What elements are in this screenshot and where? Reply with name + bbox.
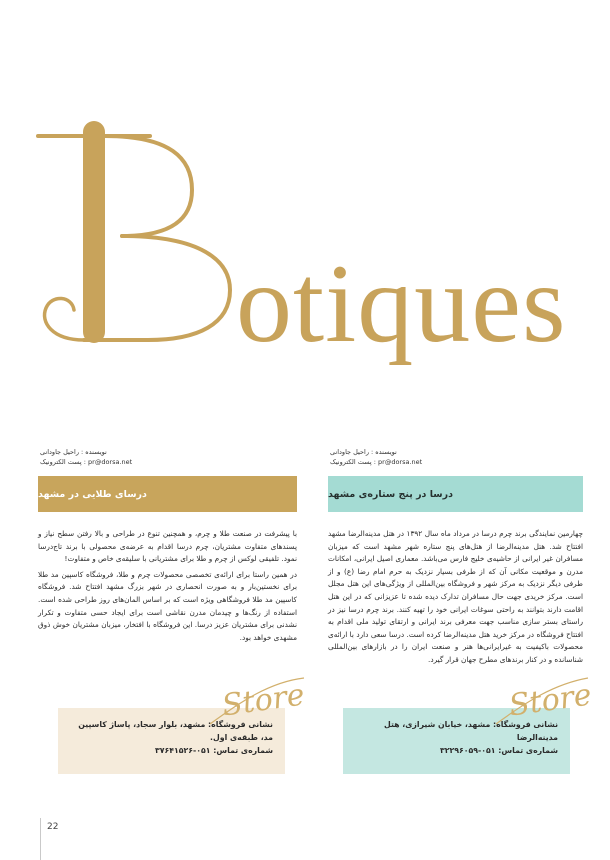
page-number: 22: [47, 822, 59, 832]
store-swash-ornament: [200, 672, 310, 732]
store-swash-ornament: [488, 672, 598, 732]
store-phone: شماره‌ی تماس: ۰۵۱-۳۷۶۴۱۵۲۶: [154, 746, 273, 755]
page-number-divider: [40, 818, 41, 860]
section-title-bar-left: [38, 476, 297, 512]
initial-letter-text: B: [30, 118, 31, 119]
section-title-bar-right: [328, 476, 583, 512]
author-email: pr@dorsa.net : پست الکترونیک: [330, 458, 423, 466]
section-title: درسای طلایی در مشهد: [38, 488, 147, 500]
paragraph: چهارمین نمایندگی برند چرم درسا در مرداد ماه سال ۱۳۹۲ در هتل مدینه‌الرضا مشهد افتتاح شد. هتل مدینه‌الرضا از هتل‌های پنج ستاره شهر مشهد است که میزبان مسافران غیر ایرانی از حاشیه‌ی خلیج فارس می‌باشد. معماری اصیل ایرانی، امکانات مدرن و موقعیت مکانی آن که از طرفی بسیار نزدیک به حرم امام رضا (ع) و از طرفی دیگر نزدیک به مرکز شهر و فروشگاه بین‌المللی از ویژگی‌های این هتل مجلل است. مرکز خریدی جهت حال مسافران تدارک دیده شده تا عزیزانی که در این هتل اقامت دارند بتوانند به راحتی سوغات ایرانی خود را تهیه کنند. برند چرم درسا نیز در راستای بستر سازی مناسب جهت معرفی برند ایرانی و ارتقای تولید ملی اقدام به افتتاح فروشگاه در مرکز خرید هتل مدینه‌الرضا کرده است. درسا سعی دارد با ارائه‌ی محصولات باکیفیت به غیرایرانی‌ها هنر و صنعت ایران را در بازارهای بین‌المللی شناسانده و در کنار برندهای مطرح جهان قرار گیرد.: [328, 529, 583, 664]
store-script-label: Store: [219, 677, 307, 724]
store-address: نشانی فروشگاه: مشهد، بلوار سجاد، پاساژ کاسپین مد، طبقه‌ی اول.: [78, 720, 273, 742]
paragraph: با پیشرفت در صنعت طلا و چرم، و همچنین تنوع در طراحی و بالا رفتن سطح نیاز و پسندهای متفاوت مشتریان، چرم درسا اقدام به عرضه‌ی محصولی با برند تاج‌درسا نمود. تلفیقی لوکس از چرم و طلا برای مشتریانی با سلیقه‌ی خاص و متفاوت!: [38, 529, 297, 564]
author-name: نویسنده : راحیل جاودانی: [330, 448, 397, 456]
paragraph: در همین راستا برای ارائه‌ی تخصصی محصولات چرم و طلا، فروشگاه کاسپین مد طلا برای نخستین‌بار و به صورت انحصاری در شهر بزرگ مشهد افتتاح شد. فروشگاه کاسپین مد طلا فروشگاهی ویژه است که بر اساس المان‌های روز طراحی شده است. استفاده از رنگ‌ها و چیدمان مدرن نقاشی است برای ایجاد حسی متفاوت و تکرار نشدنی برای مشتریان عزیز درسا. این فروشگاه با افتخار، میزبان مشتریان خوش ذوق مشهدی خواهد بود.: [38, 569, 297, 642]
decorative-initial-b: [30, 118, 240, 348]
headline-otiques: otiques: [236, 242, 567, 366]
author-email: pr@dorsa.net : پست الکترونیک: [40, 458, 133, 466]
author-name: نویسنده : راحیل جاودانی: [40, 448, 107, 456]
store-phone: شماره‌ی تماس: ۰۵۱-۳۲۲۹۶۰۵۹: [439, 746, 558, 755]
article-body-right: [328, 528, 583, 670]
author-info-right: [330, 447, 570, 467]
author-info-left: [40, 447, 280, 467]
store-address: نشانی فروشگاه: مشهد، خیابان شیرازی، هتل مدینه‌الرضا: [384, 720, 558, 742]
section-title: درسا در پنج ستاره‌ی مشهد: [328, 488, 453, 500]
store-script-label: Store: [506, 677, 594, 724]
article-body-left: [38, 528, 297, 647]
